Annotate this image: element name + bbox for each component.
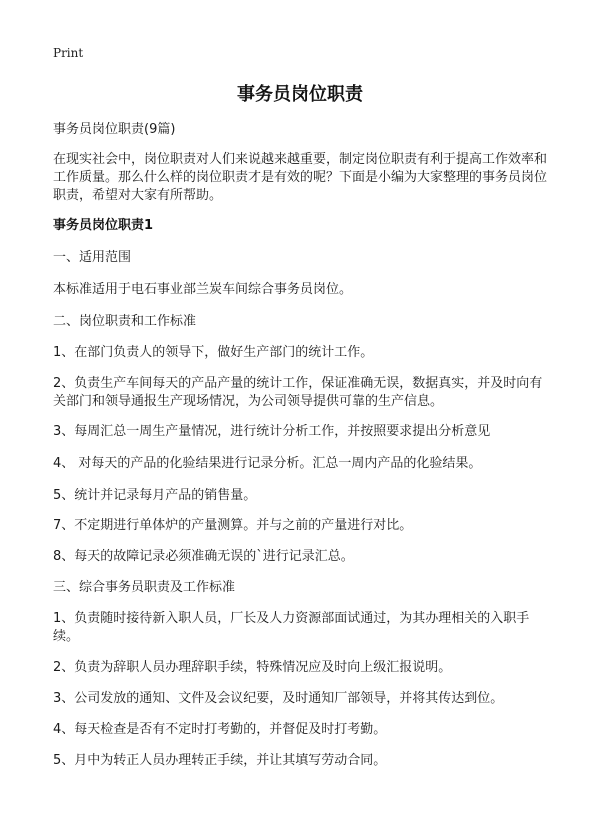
duty-item: 3、每周汇总一周生产量情况，进行统计分析工作，并按照要求提出分析意见: [53, 424, 491, 439]
part1-text: 本标准适用于电石事业部兰炭车间综合事务员岗位。: [53, 282, 353, 297]
duty-item: 4、每天检查是否有不定时打考勤的，并督促及时打考勤。: [53, 722, 387, 737]
duty-item: 5、统计并记录每月产品的销售量。: [53, 488, 257, 503]
duty-item: 7、不定期进行单体炉的产量测算。并与之前的产量进行对比。: [53, 518, 413, 533]
duty-item: 2、负责为辞职人员办理辞职手续，特殊情况应及时向上级汇报说明。: [53, 660, 452, 675]
duty-item: 5、月中为转正人员办理转正手续，并让其填写劳动合同。: [53, 753, 387, 768]
part2-heading: 二、岗位职责和工作标准: [53, 314, 197, 329]
intro-paragraph: 在现实社会中，岗位职责对人们来说越来越重要，制定岗位职责有利于提高工作效率和工作质量。那么什么样的岗位职责才是有效的呢？下面是小编为大家整理的事务员岗位职责，希望对大家有所帮助。: [53, 152, 548, 203]
duty-item: 2、负责生产车间每天的产品产量的统计工作，保证准确无误，数据真实，并及时向有关部门和领导通报生产现场情况，为公司领导提供可靠的生产信息。: [53, 376, 543, 409]
print-link[interactable]: Print: [53, 46, 84, 60]
page-title: 事务员岗位职责: [237, 84, 363, 105]
part1-heading: 一、适用范围: [53, 250, 132, 265]
duty-item: 3、公司发放的通知、文件及会议纪要，及时通知厂部领导，并将其传达到位。: [53, 691, 504, 706]
part3-heading: 三、综合事务员职责及工作标准: [53, 580, 236, 595]
document-subtitle: 事务员岗位职责(9篇): [53, 122, 176, 137]
duty-item: 4、 对每天的产品的化验结果进行记录分析。汇总一周内产品的化验结果。: [53, 456, 482, 471]
duty-item: 1、负责随时接待新入职人员，厂长及人力资源部面试通过，为其办理相关的入职手续。: [53, 611, 530, 644]
section-heading: 事务员岗位职责1: [53, 218, 154, 233]
duty-item: 8、每天的故障记录必须准确无误的`进行记录汇总。: [53, 549, 354, 564]
duty-item: 1、在部门负责人的领导下，做好生产部门的统计工作。: [53, 345, 374, 360]
